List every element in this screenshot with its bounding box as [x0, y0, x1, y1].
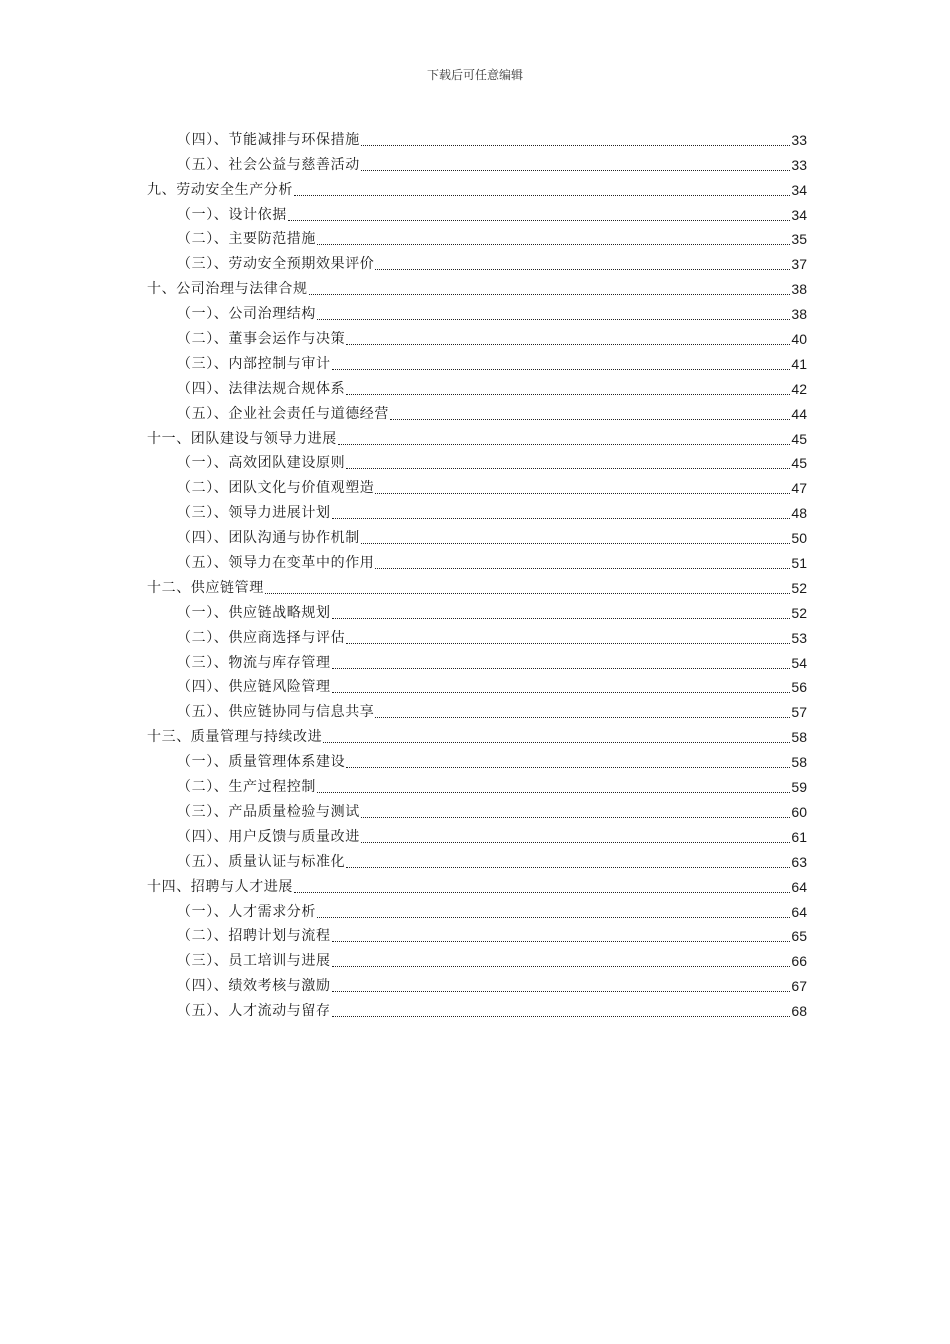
toc-dot-leader	[332, 368, 791, 370]
toc-entry-title: （五）、企业社会责任与道德经营	[177, 405, 389, 422]
toc-dot-leader	[346, 866, 790, 868]
toc-section-entry[interactable]	[147, 323, 807, 348]
toc-chapter-entry[interactable]	[147, 871, 807, 896]
toc-entry-title: （二）、生产过程控制	[177, 779, 316, 796]
toc-section-entry[interactable]	[147, 149, 807, 174]
toc-dot-leader	[361, 542, 791, 544]
toc-dot-leader	[317, 791, 790, 793]
toc-chapter-entry[interactable]	[147, 721, 807, 746]
toc-section-entry[interactable]	[147, 199, 807, 224]
toc-section-entry[interactable]	[147, 224, 807, 249]
toc-page-number: 61	[791, 828, 807, 845]
toc-dot-leader	[323, 741, 790, 743]
toc-page-number: 37	[791, 256, 807, 273]
toc-dot-leader	[332, 691, 791, 693]
toc-dot-leader	[346, 642, 790, 644]
toc-dot-leader	[375, 716, 790, 718]
toc-entry-title: （五）、领导力在变革中的作用	[177, 555, 375, 572]
toc-dot-leader	[338, 443, 791, 445]
toc-section-entry[interactable]	[147, 522, 807, 547]
toc-section-entry[interactable]	[147, 672, 807, 697]
toc-page-number: 52	[791, 604, 807, 621]
toc-entry-title: （三）、劳动安全预期效果评价	[177, 256, 375, 273]
toc-page-number: 58	[791, 729, 807, 746]
toc-dot-leader	[332, 517, 791, 519]
toc-dot-leader	[317, 318, 790, 320]
toc-page-number: 52	[791, 579, 807, 596]
toc-dot-leader	[265, 592, 791, 594]
toc-section-entry[interactable]	[147, 472, 807, 497]
toc-dot-leader	[361, 144, 791, 146]
toc-page-number: 34	[791, 206, 807, 223]
toc-chapter-entry[interactable]	[147, 174, 807, 199]
toc-entry-title: （五）、人才流动与留存	[177, 1003, 331, 1020]
toc-dot-leader	[332, 965, 791, 967]
toc-section-entry[interactable]	[147, 647, 807, 672]
toc-page-number: 60	[791, 803, 807, 820]
toc-section-entry[interactable]	[147, 448, 807, 473]
toc-chapter-entry[interactable]	[147, 423, 807, 448]
toc-section-entry[interactable]	[147, 921, 807, 946]
toc-section-entry[interactable]	[147, 597, 807, 622]
toc-page-number: 51	[791, 555, 807, 572]
toc-entry-title: （三）、物流与库存管理	[177, 654, 331, 671]
toc-entry-title: （二）、供应商选择与评估	[177, 629, 346, 646]
toc-entry-title: （三）、员工培训与进展	[177, 953, 331, 970]
toc-entry-title: （二）、招聘计划与流程	[177, 928, 331, 945]
toc-section-entry[interactable]	[147, 348, 807, 373]
toc-section-entry[interactable]	[147, 497, 807, 522]
toc-dot-leader	[332, 940, 791, 942]
toc-page-number: 47	[791, 480, 807, 497]
toc-page-number: 40	[791, 331, 807, 348]
toc-section-entry[interactable]	[147, 398, 807, 423]
toc-section-entry[interactable]	[147, 945, 807, 970]
toc-section-entry[interactable]	[147, 124, 807, 149]
toc-entry-title: 十三、质量管理与持续改进	[147, 729, 323, 746]
toc-section-entry[interactable]	[147, 796, 807, 821]
toc-entry-title: （四）、用户反馈与质量改进	[177, 828, 360, 845]
toc-entry-title: （五）、供应链协同与信息共享	[177, 704, 375, 721]
toc-chapter-entry[interactable]	[147, 572, 807, 597]
toc-page-number: 67	[791, 978, 807, 995]
toc-section-entry[interactable]	[147, 995, 807, 1020]
toc-section-entry[interactable]	[147, 622, 807, 647]
toc-dot-leader	[346, 766, 790, 768]
toc-dot-leader	[346, 343, 790, 345]
toc-page-number: 41	[791, 355, 807, 372]
toc-dot-leader	[375, 492, 790, 494]
toc-section-entry[interactable]	[147, 970, 807, 995]
toc-entry-title: （四）、供应链风险管理	[177, 679, 331, 696]
toc-entry-title: （二）、主要防范措施	[177, 231, 316, 248]
toc-section-entry[interactable]	[147, 547, 807, 572]
toc-dot-leader	[294, 891, 790, 893]
toc-dot-leader	[346, 467, 790, 469]
toc-section-entry[interactable]	[147, 298, 807, 323]
toc-entry-title: （四）、绩效考核与激励	[177, 978, 331, 995]
toc-page-number: 48	[791, 505, 807, 522]
toc-entry-title: （四）、法律法规合规体系	[177, 380, 346, 397]
toc-section-entry[interactable]	[147, 746, 807, 771]
toc-page-number: 68	[791, 1003, 807, 1020]
toc-entry-title: （三）、产品质量检验与测试	[177, 803, 360, 820]
toc-page-number: 45	[791, 430, 807, 447]
page-header: 下载后可任意编辑	[426, 68, 523, 82]
toc-dot-leader	[361, 816, 791, 818]
toc-entry-title: （二）、团队文化与价值观塑造	[177, 480, 375, 497]
toc-entry-title: （一）、供应链战略规划	[177, 604, 331, 621]
toc-dot-leader	[288, 219, 791, 221]
toc-section-entry[interactable]	[147, 771, 807, 796]
toc-dot-leader	[346, 393, 790, 395]
toc-page-number: 66	[791, 953, 807, 970]
toc-chapter-entry[interactable]	[147, 273, 807, 298]
toc-entry-title: （二）、董事会运作与决策	[177, 331, 346, 348]
toc-entry-title: （四）、节能减排与环保措施	[177, 131, 360, 148]
toc-entry-title: （三）、内部控制与审计	[177, 355, 331, 372]
toc-section-entry[interactable]	[147, 896, 807, 921]
toc-page-number: 50	[791, 530, 807, 547]
toc-entry-title: （一）、人才需求分析	[177, 903, 316, 920]
toc-entry-title: （五）、质量认证与标准化	[177, 853, 346, 870]
toc-dot-leader	[294, 194, 790, 196]
toc-dot-leader	[317, 243, 790, 245]
toc-entry-title: （三）、领导力进展计划	[177, 505, 331, 522]
toc-entry-title: 十四、招聘与人才进展	[147, 878, 293, 895]
toc-entry-title: （一）、公司治理结构	[177, 306, 316, 323]
toc-page-number: 63	[791, 853, 807, 870]
toc-dot-leader	[332, 1015, 791, 1017]
toc-entry-title: （一）、质量管理体系建设	[177, 754, 346, 771]
toc-page-number: 38	[791, 306, 807, 323]
toc-page-number: 56	[791, 679, 807, 696]
toc-section-entry[interactable]	[147, 248, 807, 273]
toc-entry-title: 九、劳动安全生产分析	[147, 181, 293, 198]
toc-page-number: 58	[791, 754, 807, 771]
toc-page-number: 42	[791, 380, 807, 397]
toc-dot-leader	[390, 418, 790, 420]
toc-page-number: 35	[791, 231, 807, 248]
toc-entry-title: 十二、供应链管理	[147, 579, 264, 596]
toc-page-number: 57	[791, 704, 807, 721]
toc-page-number: 53	[791, 629, 807, 646]
toc-section-entry[interactable]	[147, 846, 807, 871]
toc-entry-title: 十、公司治理与法律合规	[147, 281, 308, 298]
toc-page-number: 59	[791, 779, 807, 796]
toc-section-entry[interactable]	[147, 696, 807, 721]
toc-dot-leader	[375, 567, 790, 569]
table-of-contents	[147, 124, 807, 1020]
toc-dot-leader	[309, 293, 791, 295]
toc-page-number: 64	[791, 878, 807, 895]
toc-entry-title: 十一、团队建设与领导力进展	[147, 430, 337, 447]
toc-page-number: 45	[791, 455, 807, 472]
toc-section-entry[interactable]	[147, 373, 807, 398]
toc-entry-title: （五）、社会公益与慈善活动	[177, 156, 360, 173]
toc-dot-leader	[361, 841, 791, 843]
toc-page-number: 65	[791, 928, 807, 945]
toc-page-number: 33	[791, 131, 807, 148]
toc-dot-leader	[317, 916, 790, 918]
toc-dot-leader	[375, 268, 790, 270]
toc-page-number: 64	[791, 903, 807, 920]
toc-dot-leader	[332, 667, 791, 669]
toc-page-number: 34	[791, 181, 807, 198]
toc-page-number: 44	[791, 405, 807, 422]
toc-dot-leader	[332, 617, 791, 619]
toc-section-entry[interactable]	[147, 821, 807, 846]
toc-dot-leader	[332, 990, 791, 992]
toc-page-number: 54	[791, 654, 807, 671]
toc-dot-leader	[361, 169, 791, 171]
toc-entry-title: （一）、高效团队建设原则	[177, 455, 346, 472]
toc-entry-title: （一）、设计依据	[177, 206, 287, 223]
toc-page-number: 38	[791, 281, 807, 298]
toc-entry-title: （四）、团队沟通与协作机制	[177, 530, 360, 547]
toc-page-number: 33	[791, 156, 807, 173]
